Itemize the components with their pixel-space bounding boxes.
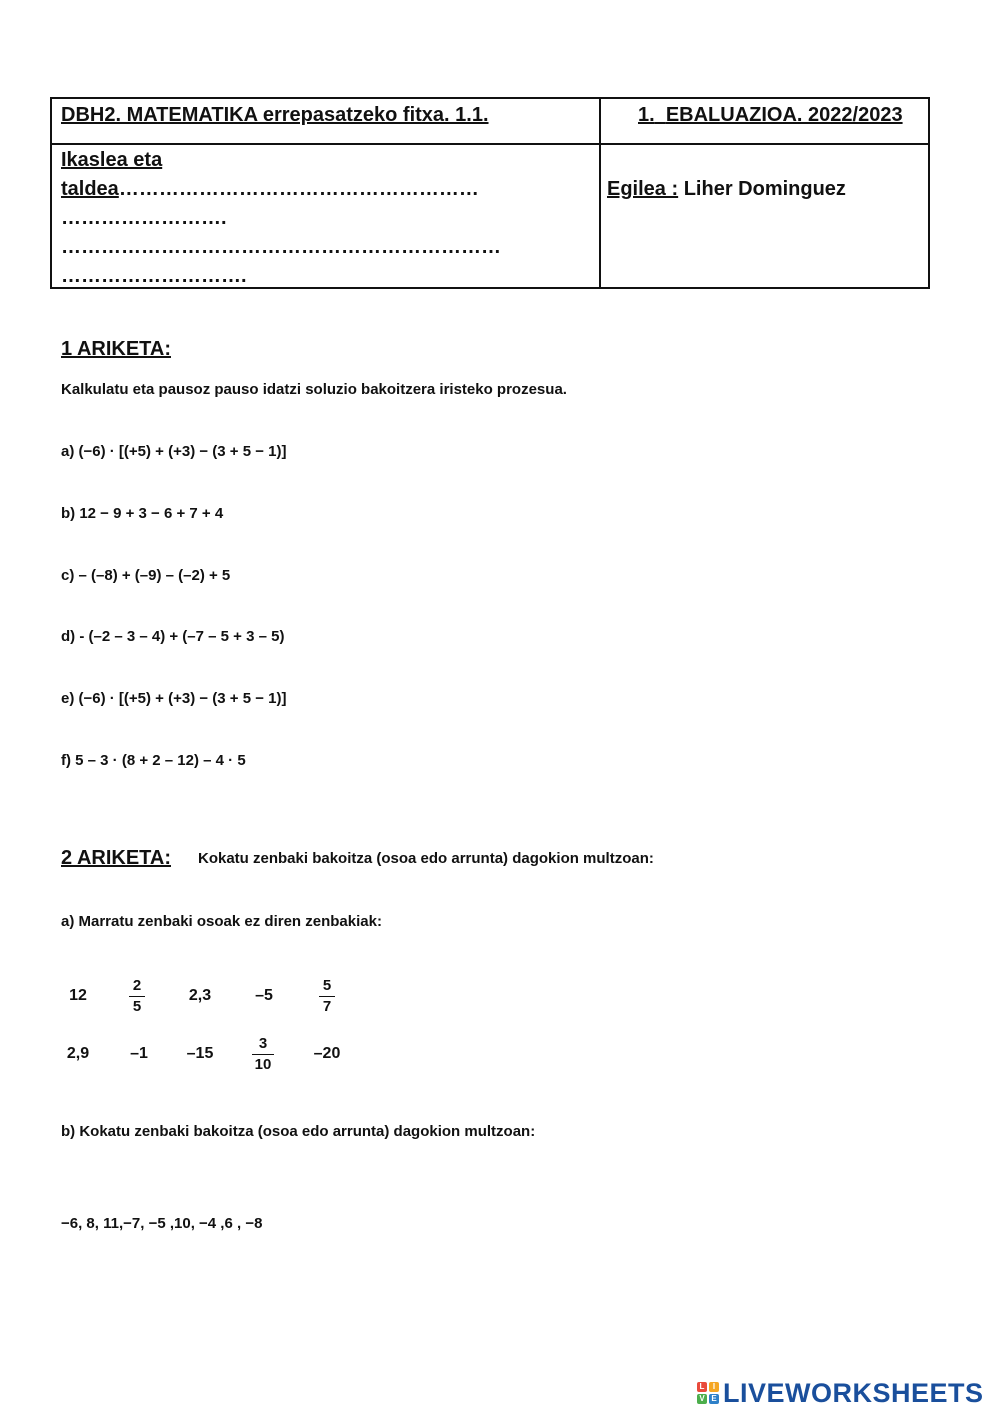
logo-text: LIVEWORKSHEETS	[723, 1377, 984, 1408]
fraction-5-7[interactable]	[312, 976, 342, 1017]
table-divider-horizontal	[52, 143, 928, 145]
fraction-numerator: 5	[322, 977, 332, 994]
student-dots-4[interactable]: ……………………….	[61, 265, 247, 287]
number-2-9[interactable]: 2,9	[66, 1045, 90, 1062]
exercise2-title: 2 ARIKETA:	[61, 847, 171, 869]
exercise2-part-a: a) Marratu zenbaki osoak ez diren zenbakiak:	[61, 913, 382, 930]
exercise1-item-a: a) (−6) · [(+5) + (+3) − (3 + 5 − 1)]	[61, 443, 287, 460]
evaluation-text: EBALUAZIOA. 2022/2023	[665, 104, 903, 126]
exercise1-title: 1 ARIKETA:	[61, 338, 171, 360]
number-minus-5[interactable]: –5	[255, 987, 273, 1004]
student-label-taldea: taldea	[61, 178, 119, 200]
fraction-denominator: 10	[254, 1056, 272, 1073]
sheet-title: DBH2. MATEMATIKA errepasatzeko fitxa. 1.1.	[61, 104, 489, 126]
number-12[interactable]: 12	[69, 987, 87, 1004]
number-minus-1[interactable]: –1	[130, 1045, 148, 1062]
number-2-3[interactable]: 2,3	[188, 987, 212, 1004]
fraction-denominator: 7	[322, 998, 332, 1015]
logo-letter-e: E	[709, 1394, 719, 1404]
number-minus-20[interactable]: –20	[313, 1045, 341, 1062]
exercise1-item-e: e) (−6) · [(+5) + (+3) − (3 + 5 − 1)]	[61, 690, 287, 707]
fraction-3-10[interactable]	[248, 1034, 278, 1075]
evaluation-label	[638, 104, 903, 127]
logo-grid-icon	[697, 1382, 719, 1404]
fraction-denominator: 5	[132, 998, 142, 1015]
fraction-numerator: 3	[258, 1035, 268, 1052]
fraction-numerator: 2	[132, 977, 142, 994]
exercise1-item-f: f) 5 – 3 · (8 + 2 – 12) – 4 · 5	[61, 752, 246, 769]
author-field	[607, 178, 846, 201]
exercise1-item-b: b) 12 − 9 + 3 − 6 + 7 + 4	[61, 505, 224, 522]
logo-letter-i: I	[709, 1382, 719, 1392]
exercise1-instruction: Kalkulatu eta pausoz pauso idatzi soluzio bakoitzera iristeko prozesua.	[61, 381, 567, 398]
student-label-line2	[61, 178, 479, 201]
student-dots-2[interactable]: …………………….	[61, 207, 227, 229]
exercise1-item-c: c) – (–8) + (–9) – (–2) + 5	[61, 567, 231, 584]
exercise1-item-d: d) - (–2 – 3 – 4) + (–7 – 5 + 3 – 5)	[61, 628, 285, 645]
student-dots-1[interactable]: ………………………………………………	[118, 178, 479, 200]
fraction-2-5[interactable]	[122, 976, 152, 1017]
author-label: Egilea :	[607, 178, 679, 200]
logo-letter-v: V	[697, 1394, 707, 1404]
student-label-line1: Ikaslea eta	[61, 149, 163, 171]
logo-letter-l: L	[697, 1382, 707, 1392]
liveworksheets-logo	[697, 1376, 984, 1410]
table-divider-vertical	[599, 99, 601, 287]
author-name: Liher Dominguez	[683, 178, 846, 200]
header-table	[50, 97, 930, 289]
exercise2-subtitle: Kokatu zenbaki bakoitza (osoa edo arrunta) dagokion multzoan:	[198, 850, 654, 867]
number-minus-15[interactable]: –15	[186, 1045, 214, 1062]
exercise2-part-b: b) Kokatu zenbaki bakoitza (osoa edo arrunta) dagokion multzoan:	[61, 1123, 536, 1140]
evaluation-number: 1.	[638, 104, 655, 126]
student-dots-3[interactable]: …………………………………………………………	[61, 236, 501, 258]
exercise2-number-list: −6, 8, 11,−7, −5 ,10, −4 ,6 , −8	[61, 1215, 263, 1232]
